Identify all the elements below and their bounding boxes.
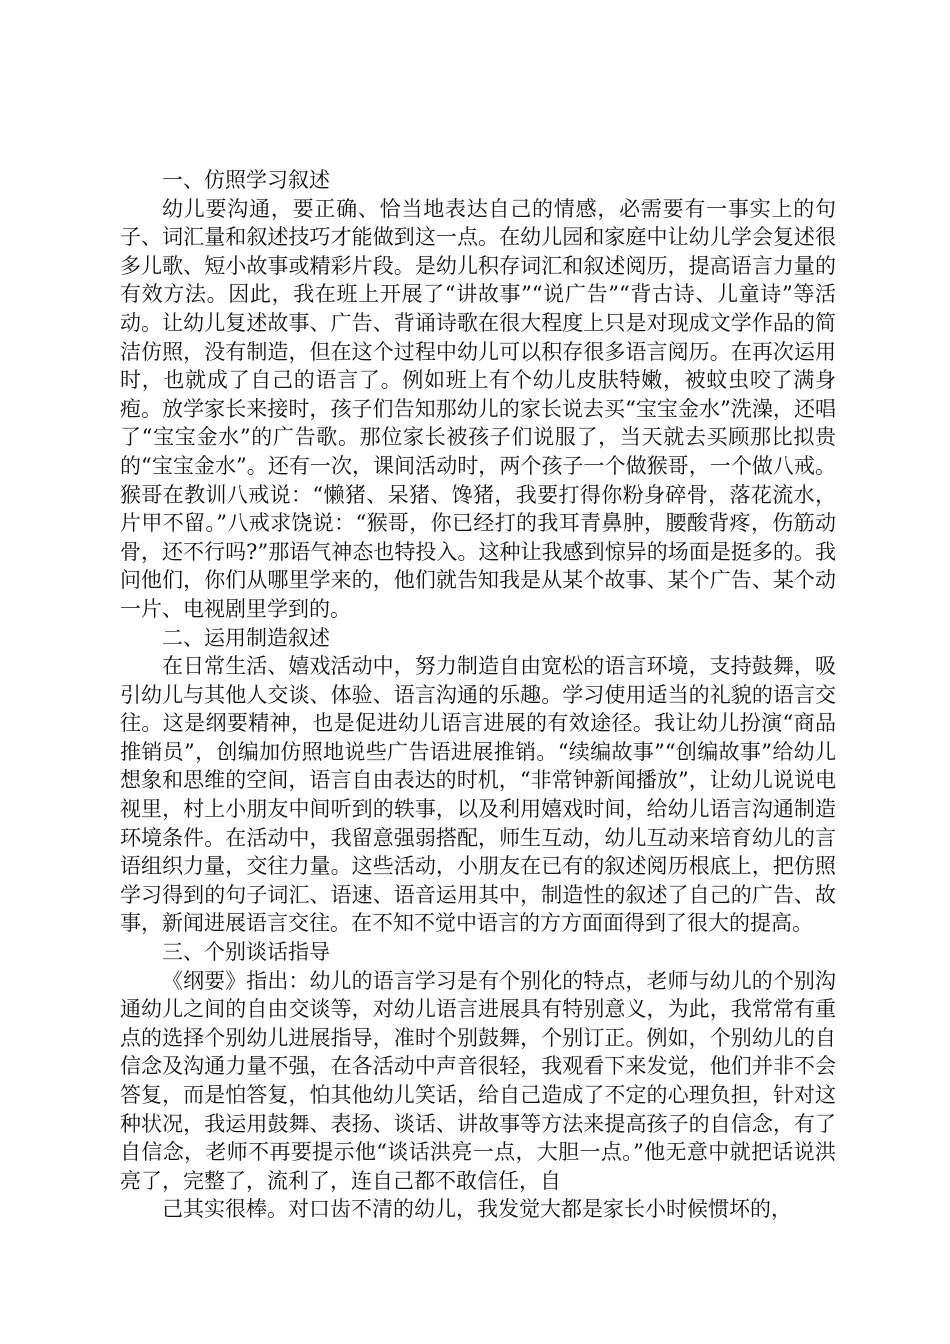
section-heading-2: 二、运用制造叙述 bbox=[162, 625, 330, 650]
document-page bbox=[120, 166, 836, 1224]
section-heading-3: 三、个别谈话指导 bbox=[162, 940, 330, 965]
paragraph-3: 《纲要》指出：幼儿的语言学习是有个别化的特点，老师与幼儿的个别沟通幼儿之间的自由交谈等，对幼儿语言进展具有特别意义，为此，我常常有重点的选择个别幼儿进展指导，准时个别鼓舞，个别订正。例如，个别幼儿的自信念及沟通力量不强，在各活动中声音很轻，我观看下来发觉，他们并非不会答复，而是怕答复，怕其他幼儿笑话，给自己造成了不定的心理负担，针对这种状况，我运用鼓舞、表扬、谈话、讲故事等方法来提高孩子的自信念，有了自信念，老师不再要提示他“谈话洪亮一点，大胆一点。”他无意中就把话说洪亮了，完整了，流利了，连自己都不敢信任，自 bbox=[120, 968, 836, 1193]
paragraph-4: 己其实很棒。对口齿不清的幼儿，我发觉大都是家长小时候惯坏的， bbox=[162, 1197, 792, 1222]
paragraph-1: 幼儿要沟通，要正确、恰当地表达自己的情感，必需要有一事实上的句子、词汇量和叙述技巧才能做到这一点。在幼儿园和家庭中让幼儿学会复述很多儿歌、短小故事或精彩片段。是幼儿积存词汇和叙述阅历，提高语言力量的有效方法。因此，我在班上开展了“讲故事”“说广告”“背古诗、儿童诗”等活动。让幼儿复述故事、广告、背诵诗歌在很大程度上只是对现成文学作品的简洁仿照，没有制造，但在这个过程中幼儿可以积存很多语言阅历。在再次运用时，也就成了自己的语言了。例如班上有个幼儿皮肤特嫩，被蚊虫咬了满身疱。放学家长来接时，孩子们告知那幼儿的家长说去买“宝宝金水”洗澡，还唱了“宝宝金水”的广告歌。那位家长被孩子们说服了，当天就去买顾那比拟贵的“宝宝金水”。还有一次，课间活动时，两个孩子一个做猴哥，一个做八戒。猴哥在教训八戒说：“懒猪、呆猪、馋猪，我要打得你粉身碎骨，落花流水，片甲不留。”八戒求饶说：“猴哥，你已经打的我耳青鼻肿，腰酸背疼，伤筋动骨，还不行吗?”那语气神态也特投入。这种让我感到惊异的场面是挺多的。我问他们，你们从哪里学来的，他们就告知我是从某个故事、某个广告、某个动一片、电视剧里学到的。 bbox=[120, 196, 836, 621]
paragraph-2: 在日常生活、嬉戏活动中，努力制造自由宽松的语言环境，支持鼓舞，吸引幼儿与其他人交谈、体验、语言沟通的乐趣。学习使用适当的礼貌的语言交往。这是纲要精神，也是促进幼儿语言进展的有效途径。我让幼儿扮演“商品推销员”，创编加仿照地说些广告语进展推销。“续编故事”“创编故事”给幼儿想象和思维的空间，语言自由表达的时机，“非常钟新闻播放”，让幼儿说说电视里，村上小朋友中间听到的轶事，以及利用嬉戏时间，给幼儿语言沟通制造环境条件。在活动中，我留意强弱搭配，师生互动，幼儿互动来培育幼儿的言语组织力量，交往力量。这些活动，小朋友在已有的叙述阅历根底上，把仿照学习得到的句子词汇、语速、语音运用其中，制造性的叙述了自己的广告、故事，新闻进展语言交往。在不知不觉中语言的方方面面得到了很大的提高。 bbox=[120, 654, 836, 936]
section-heading-1: 一、仿照学习叙述 bbox=[162, 168, 330, 192]
